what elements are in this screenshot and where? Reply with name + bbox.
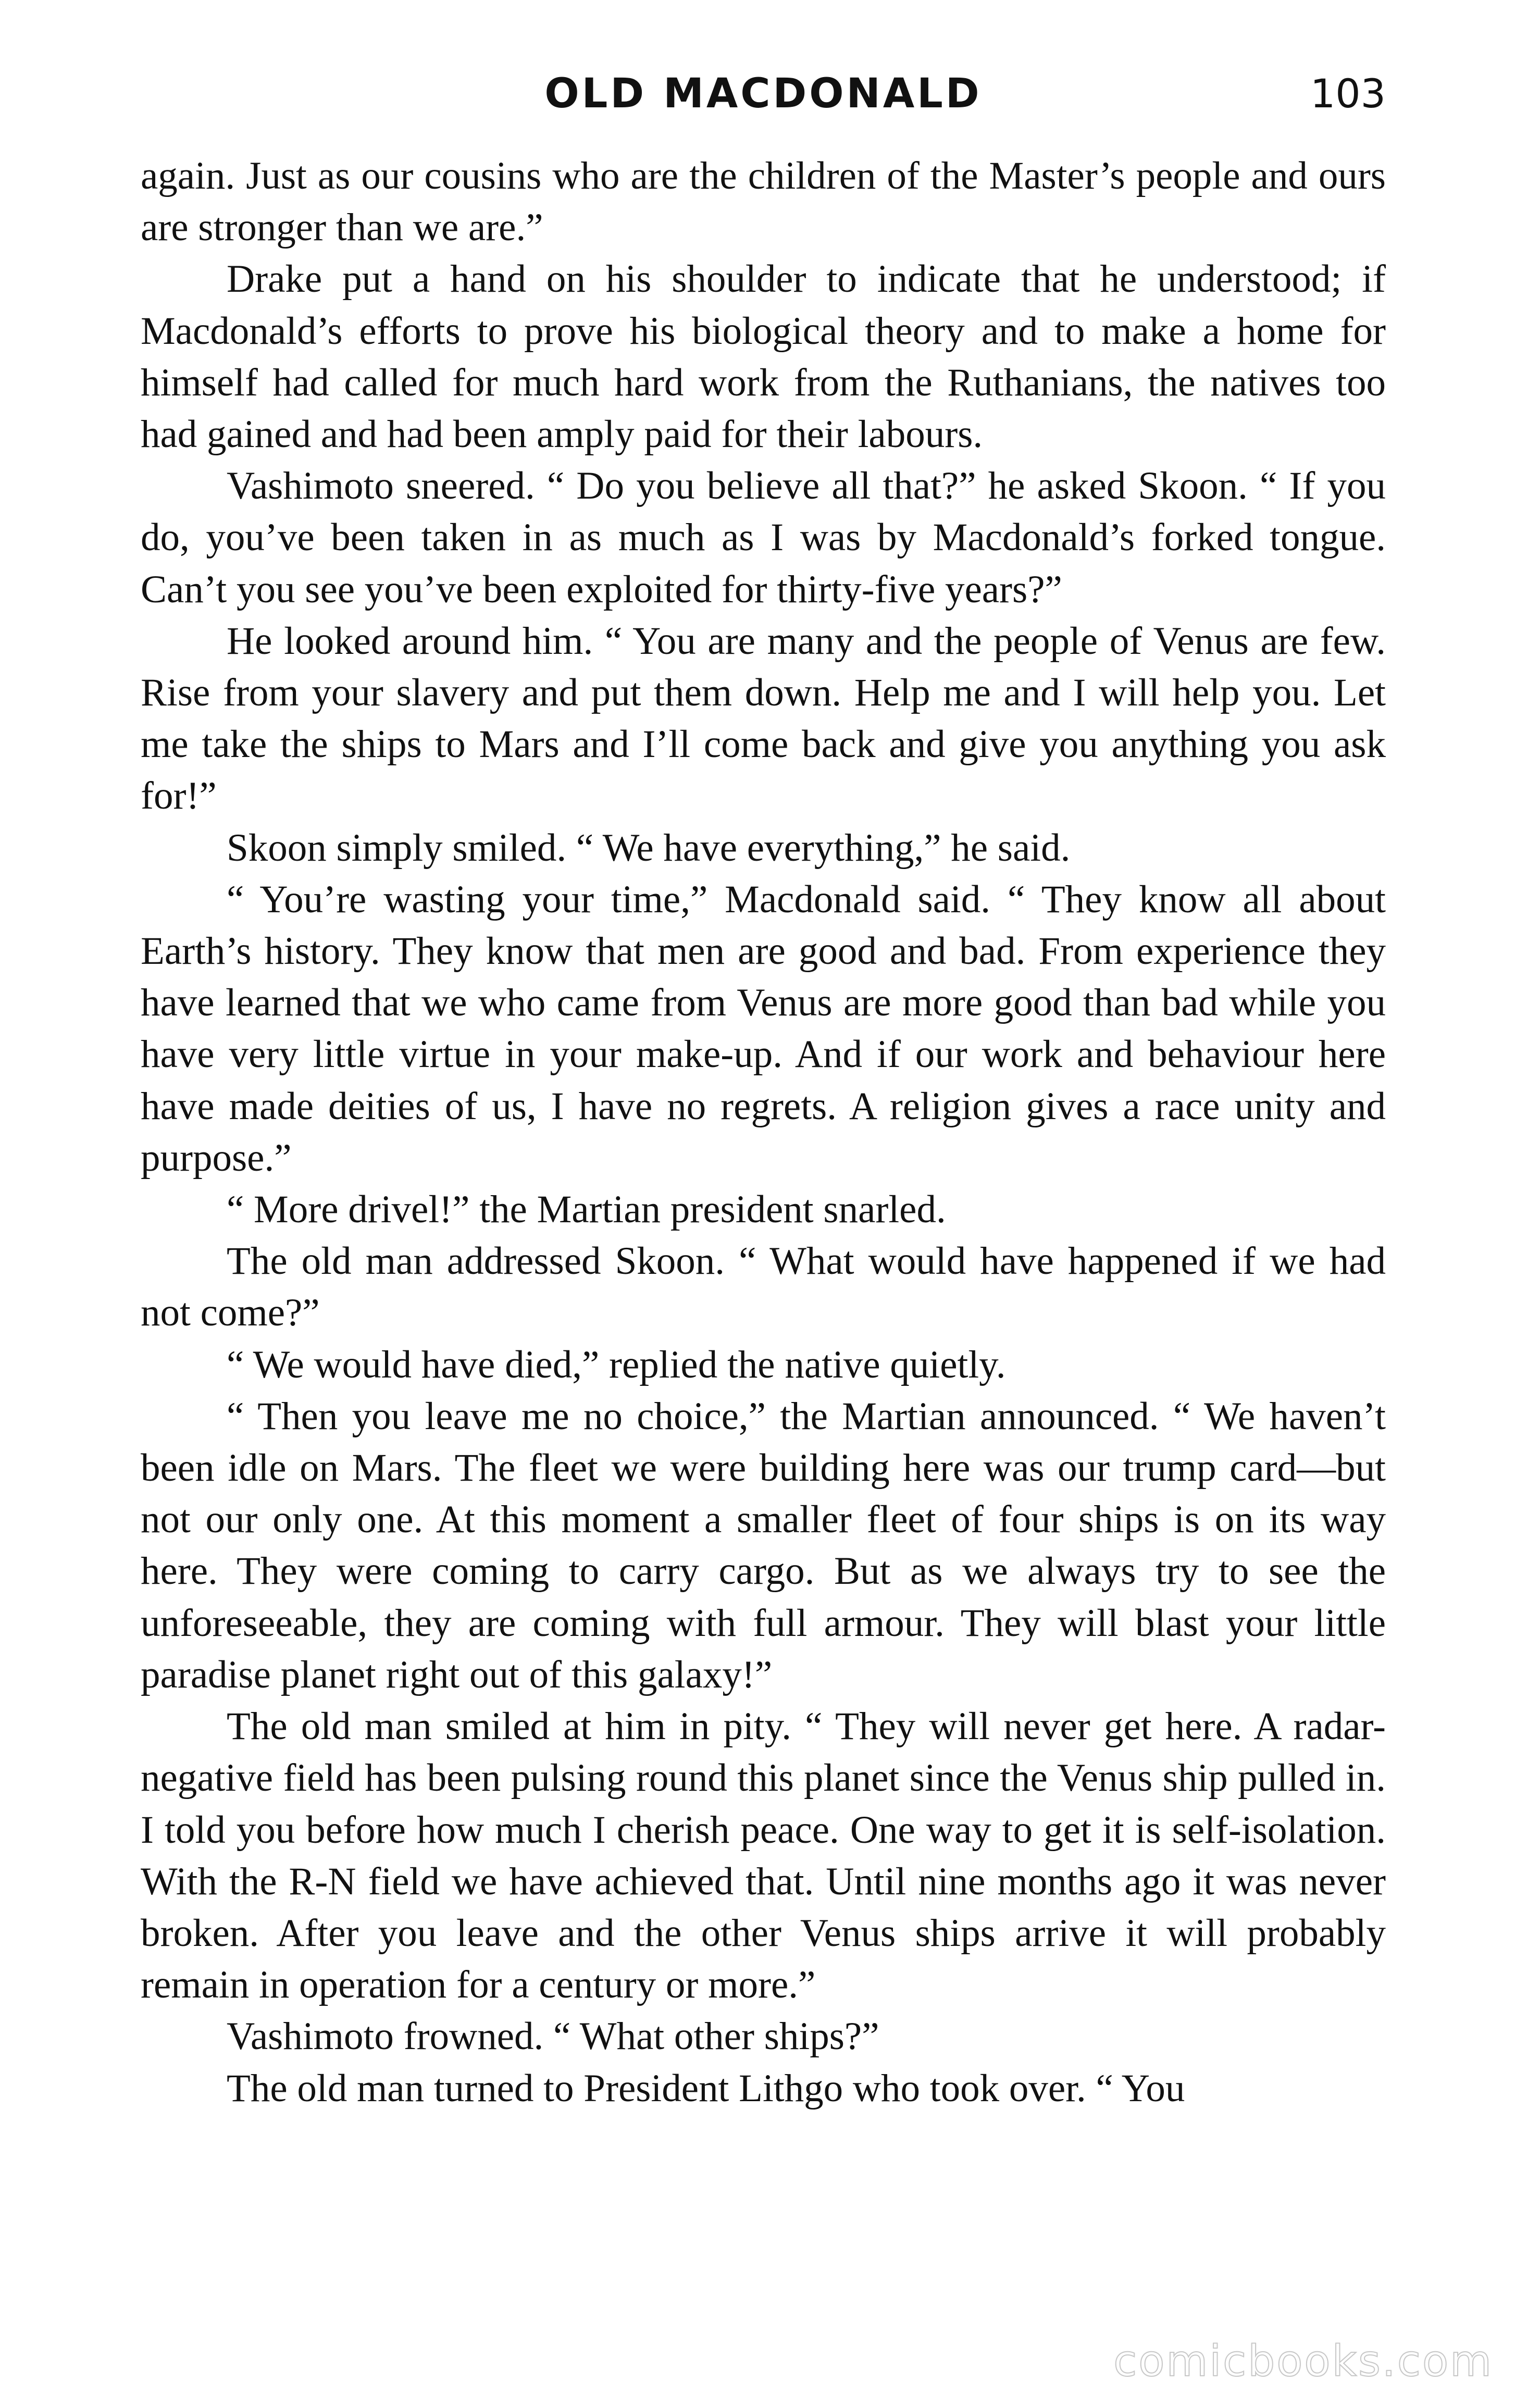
book-page: [141, 63, 1386, 2365]
paragraph: “ More drivel!” the Martian president snarled.: [227, 1188, 946, 1232]
paragraph: Skoon simply smiled. “ We have everything,” he said.: [227, 826, 1071, 870]
paragraph: Vashimoto frowned. “ What other ships?”: [227, 2015, 879, 2058]
paragraph: Drake put a hand on his shoulder to indicate that he understood; if Macdonald’s efforts to prove his biological theory and to make a home for himself had called for much hard work from the Ruthanians, the natives too had gained and had been amply paid for their labours.: [141, 257, 1386, 456]
running-head: OLD MACDONALD: [544, 70, 982, 117]
paragraph: Vashimoto sneered. “ Do you believe all that?” he asked Skoon. “ If you do, you’ve been taken in as much as I was by Macdonald’s forked tongue. Can’t you see you’ve been exploited for thirty-five years?”: [141, 464, 1386, 611]
watermark: comicbooks.com: [1113, 2337, 1493, 2386]
page-number: 103: [1310, 70, 1386, 117]
paragraph: He looked around him. “ You are many and the people of Venus are few. Rise from your slavery and put them down. Help me and I will help you. Let me take the ships to Mars and I’ll come back and give you anything you ask for!”: [141, 619, 1386, 818]
paragraph: again. Just as our cousins who are the children of the Master’s people and ours are stronger than we are.”: [141, 154, 1386, 250]
paragraph: “ You’re wasting your time,” Macdonald said. “ They know all about Earth’s history. They know that men are good and bad. From experience they have learned that we who came from Venus are more good than bad while you have very little virtue in your make-up. And if our work and behaviour here have made deities of us, I have no regrets. A religion gives a race unity and purpose.”: [141, 877, 1386, 1180]
page-header: [141, 63, 1386, 125]
paragraph: The old man addressed Skoon. “ What would have happened if we had not come?”: [141, 1239, 1386, 1335]
body-text: [141, 150, 1386, 2114]
paragraph: “ Then you leave me no choice,” the Martian announced. “ We haven’t been idle on Mars. The fleet we were building here was our trump card—but not our only one. At this moment a smaller fleet of four ships is on its way here. They were coming to carry cargo. But as we always try to see the unforeseeable, they are coming with full armour. They will blast your little paradise planet right out of this galaxy!”: [141, 1394, 1386, 1696]
paragraph: “ We would have died,” replied the native quietly.: [227, 1343, 1006, 1386]
paragraph: The old man turned to President Lithgo who took over. “ You: [227, 2066, 1185, 2110]
paragraph: The old man smiled at him in pity. “ They will never get here. A radar-negative field has been pulsing round this planet since the Venus ship pulled in. I told you before how much I cherish peace. One way to get it is self-isolation. With the R-N field we have achieved that. Until nine months ago it was never broken. After you leave and the other Venus ships arrive it will probably remain in operation for a century or more.”: [141, 1705, 1386, 2007]
